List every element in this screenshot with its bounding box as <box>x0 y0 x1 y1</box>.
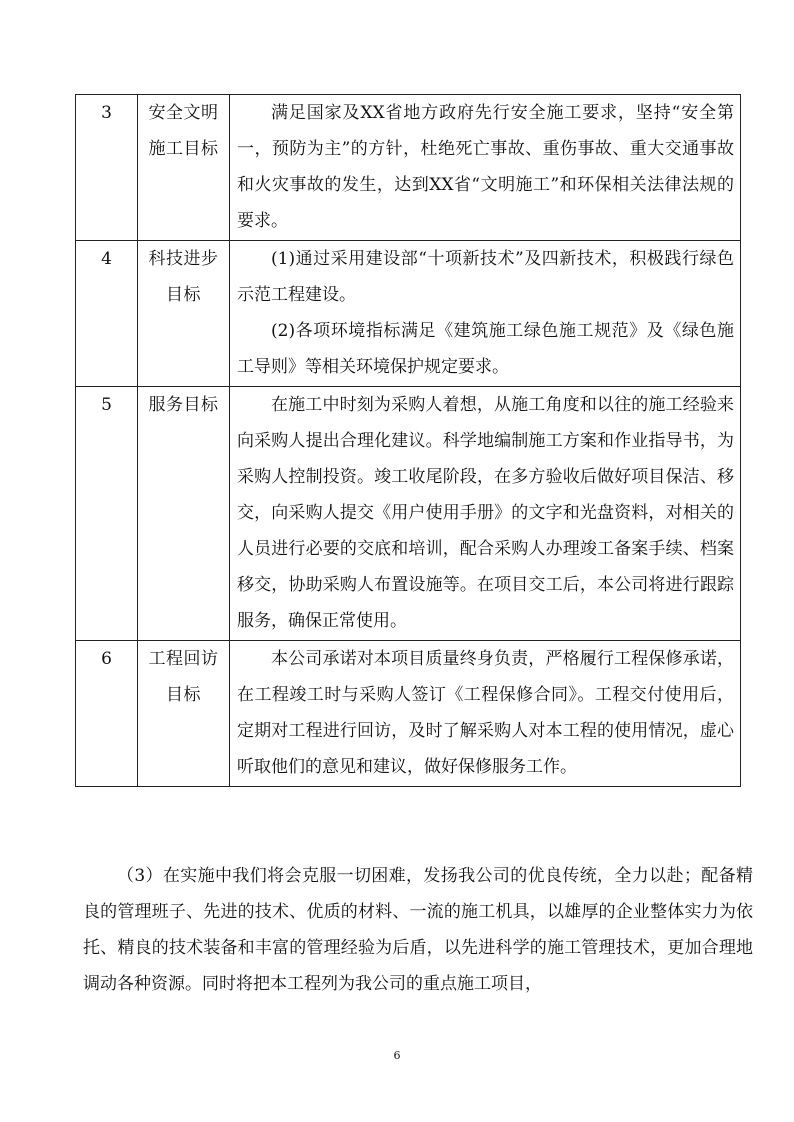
goal-name-cell <box>138 387 230 641</box>
row-number-cell <box>76 387 138 641</box>
row-number: 3 <box>101 103 112 123</box>
goal-name-cell <box>138 95 230 241</box>
goal-name-line: 施工目标 <box>148 139 219 159</box>
goal-name-line: 科技进步 <box>148 249 219 269</box>
goal-name-cell <box>138 641 230 787</box>
goal-description-cell <box>230 387 741 641</box>
row-number: 5 <box>101 395 112 415</box>
row-number: 4 <box>101 249 112 269</box>
goal-name-cell <box>138 241 230 387</box>
goal-name-line: 目标 <box>166 685 201 705</box>
row-number: 6 <box>101 649 112 669</box>
goal-description-cell <box>230 641 741 787</box>
goal-description: (1)通过采用建设部“十项新技术”及四新技术，积极践行绿色示范工程建设。 <box>237 249 734 305</box>
table-row <box>76 95 741 241</box>
row-number-cell <box>76 241 138 387</box>
table-row <box>76 641 741 787</box>
table-row <box>76 387 741 641</box>
goal-description: 在施工中时刻为采购人着想，从施工角度和以往的施工经验来向采购人提出合理化建议。科学地编制施工方案和作业指导书，为采购人控制投资。竣工收尾阶段，在多方验收后做好项目保洁、移交，向采购人提交《用户使用手册》的文字和光盘资料，对相关的人员进行必要的交底和培训，配合采购人办理竣工备案手续、档案移交，协助采购人布置设施等。在项目交工后，本公司将进行跟踪服务，确保正常使用。 <box>237 395 734 631</box>
goal-name-line: 目标 <box>166 285 201 305</box>
goal-description: 满足国家及XX省地方政府先行安全施工要求，坚持“安全第一，预防为主”的方针，杜绝死亡事故、重伤事故、重大交通事故和火灾事故的发生，达到XX省“文明施工”和环保相关法律法规的要求。 <box>237 103 734 231</box>
goal-name-line: 工程回访 <box>148 649 219 669</box>
body-paragraph: （3）在实施中我们将会克服一切困难，发扬我公司的优良传统，全力以赴；配备精良的管理班子、先进的技术、优质的材料、一流的施工机具，以雄厚的企业整体实力为依托、精良的技术装备和丰富的管理经验为后盾，以先进科学的施工管理技术，更加合理地调动各种资源。同时将把本工程列为我公司的重点施工项目， <box>83 866 753 994</box>
goal-name-line: 服务目标 <box>148 395 219 415</box>
goal-name-line: 安全文明 <box>148 103 219 123</box>
goals-table <box>75 94 741 787</box>
goal-description: (2)各项环境指标满足《建筑施工绿色施工规范》及《绿色施工导则》等相关环境保护规定要求。 <box>237 321 734 377</box>
table-row <box>76 241 741 387</box>
page-number: 6 <box>393 1049 401 1062</box>
row-number-cell <box>76 641 138 787</box>
goal-description-cell <box>230 241 741 387</box>
goal-description-cell <box>230 95 741 241</box>
goal-description: 本公司承诺对本项目质量终身负责，严格履行工程保修承诺，在工程竣工时与采购人签订《工程保修合同》。工程交付使用后，定期对工程进行回访，及时了解采购人对本工程的使用情况，虚心听取他们的意见和建议，做好保修服务工作。 <box>237 649 734 777</box>
row-number-cell <box>76 95 138 241</box>
